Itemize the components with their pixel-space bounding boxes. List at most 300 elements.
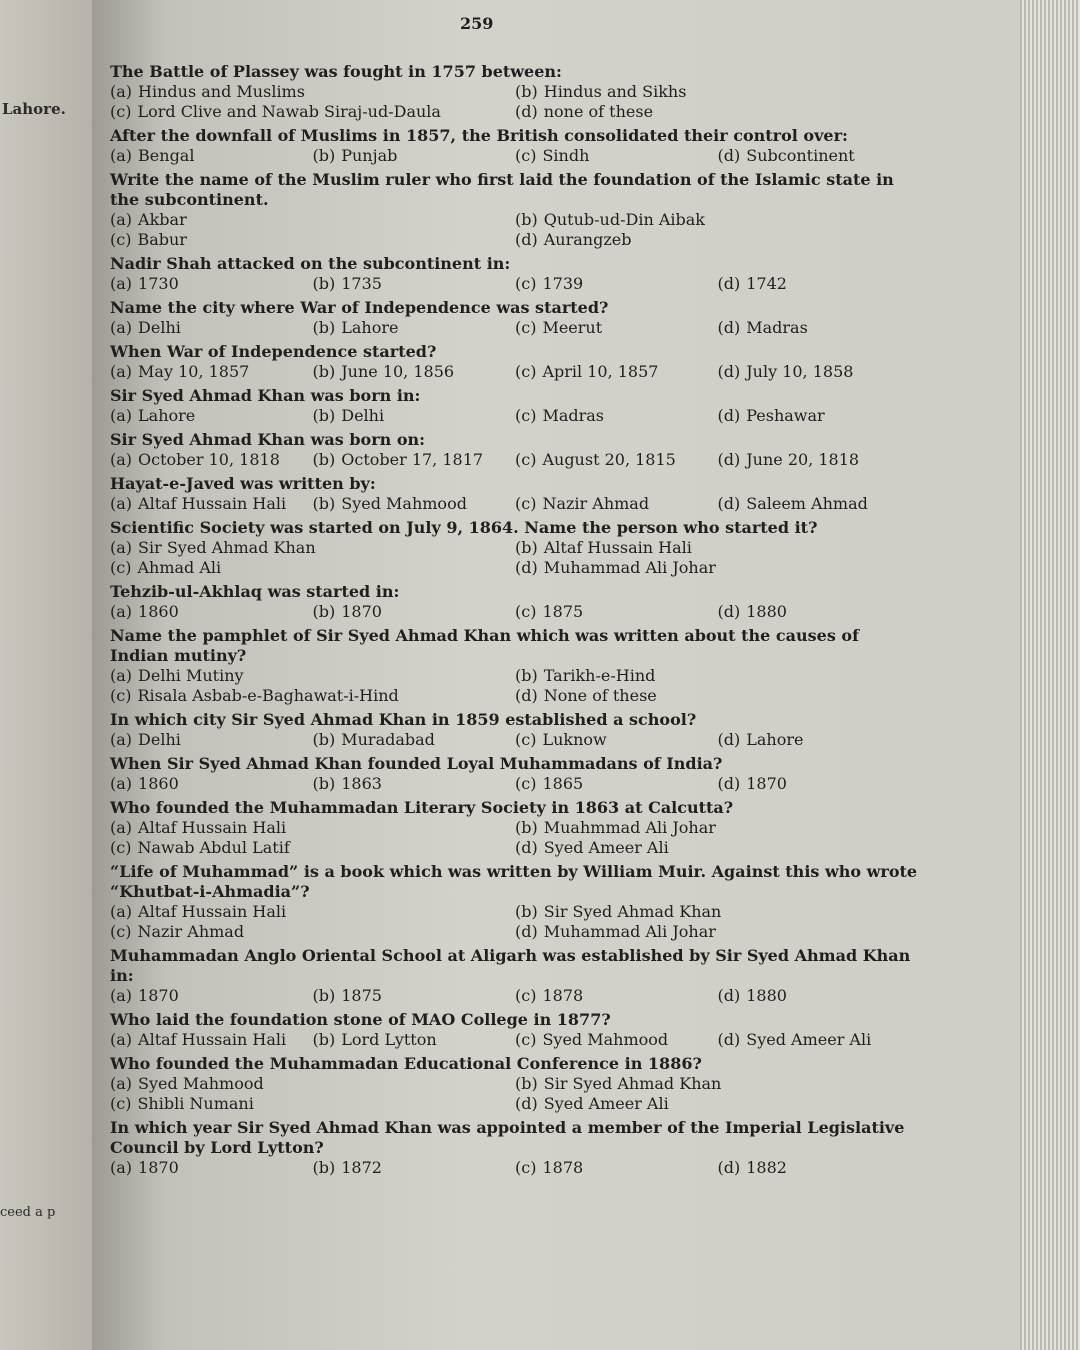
option-letter: (d)	[515, 1094, 538, 1113]
answer-option	[515, 666, 920, 686]
option-letter: (d)	[717, 146, 741, 165]
option-text: Syed Mahmood	[542, 1030, 669, 1049]
option-text: October 17, 1817	[341, 450, 484, 469]
option-letter: (b)	[515, 538, 538, 557]
option-text: Madras	[746, 318, 808, 337]
option-text: Luknow	[542, 730, 607, 749]
option-text: June 20, 1818	[746, 450, 860, 469]
answer-option	[313, 774, 516, 794]
question-text: Hayat-e-Javed was written by:	[110, 474, 376, 493]
option-letter: (a)	[110, 538, 133, 557]
option-letter: (b)	[312, 362, 336, 381]
option-letter: (a)	[110, 1074, 133, 1093]
option-letter: (b)	[312, 318, 336, 337]
answer-option	[110, 102, 515, 122]
option-text: Bengal	[138, 146, 195, 165]
option-letter: (b)	[515, 818, 538, 837]
option-text: Aurangzeb	[543, 230, 632, 249]
option-text: August 20, 1815	[542, 450, 676, 469]
option-text: 1870	[138, 986, 179, 1005]
option-text: 1739	[542, 274, 584, 293]
page-number: 259	[460, 14, 494, 33]
answer-option	[515, 818, 920, 838]
answer-option	[110, 406, 313, 426]
answer-option	[110, 146, 313, 166]
option-text: Delhi	[341, 406, 385, 425]
answer-option	[515, 274, 718, 294]
answer-option	[110, 1074, 515, 1094]
question-item	[110, 862, 920, 942]
option-text: Delhi Mutiny	[138, 666, 244, 685]
answer-option	[515, 146, 718, 166]
option-text: Ahmad Ali	[137, 558, 222, 577]
answer-options	[110, 902, 920, 942]
option-letter: (c)	[110, 838, 132, 857]
option-letter: (d)	[717, 730, 741, 749]
option-text: June 10, 1856	[341, 362, 455, 381]
question-text: In which year Sir Syed Ahmad Khan was appointed a member of the Imperial Legislative Council by Lord Lytton?	[110, 1118, 905, 1157]
option-letter: (a)	[110, 1030, 133, 1049]
option-letter: (a)	[110, 774, 133, 793]
option-text: Sir Syed Ahmad Khan	[543, 902, 722, 921]
question-list	[110, 62, 920, 1332]
answer-options	[110, 986, 920, 1006]
option-text: 1863	[341, 774, 382, 793]
question-text: Sir Syed Ahmad Khan was born in:	[110, 386, 421, 405]
answer-option	[110, 666, 515, 686]
option-letter: (c)	[515, 774, 537, 793]
left-page-word-bottom: ceed a p	[0, 1205, 56, 1220]
answer-option	[110, 774, 313, 794]
answer-option	[718, 1030, 921, 1050]
option-letter: (d)	[717, 774, 741, 793]
option-text: Altaf Hussain Hali	[543, 538, 692, 557]
answer-option	[110, 818, 515, 838]
option-text: Delhi	[138, 318, 181, 337]
answer-option	[110, 986, 313, 1006]
answer-options	[110, 146, 920, 166]
option-letter: (c)	[515, 146, 537, 165]
option-letter: (c)	[515, 450, 537, 469]
question-item	[110, 754, 920, 794]
option-letter: (a)	[110, 274, 133, 293]
option-text: Muradabad	[341, 730, 435, 749]
option-text: Muahmmad Ali Johar	[543, 818, 716, 837]
answer-option	[313, 1158, 516, 1178]
option-letter: (d)	[515, 838, 538, 857]
answer-option	[515, 922, 920, 942]
option-letter: (d)	[717, 274, 741, 293]
option-text: none of these	[543, 102, 654, 121]
question-item	[110, 1054, 920, 1114]
answer-option	[515, 362, 718, 382]
option-letter: (b)	[312, 602, 336, 621]
question-text: When War of Independence started?	[110, 342, 437, 361]
option-text: Subcontinent	[746, 146, 855, 165]
answer-option	[515, 1094, 920, 1114]
option-text: Sir Syed Ahmad Khan	[543, 1074, 722, 1093]
option-letter: (a)	[110, 406, 133, 425]
option-letter: (b)	[312, 450, 336, 469]
question-text: Nadir Shah attacked on the subcontinent in:	[110, 254, 511, 273]
option-text: Syed Mahmood	[341, 494, 467, 513]
answer-option	[313, 730, 516, 750]
answer-option	[515, 102, 920, 122]
question-text: Who founded the Muhammadan Literary Society in 1863 at Calcutta?	[110, 798, 734, 817]
question-item	[110, 582, 920, 622]
option-text: Saleem Ahmad	[746, 494, 868, 513]
option-letter: (a)	[110, 450, 133, 469]
answer-option	[718, 318, 921, 338]
option-text: Lord Clive and Nawab Siraj-ud-Daula	[137, 102, 441, 121]
answer-option	[515, 1158, 718, 1178]
option-text: Madras	[542, 406, 605, 425]
option-letter: (d)	[717, 986, 741, 1005]
option-text: Peshawar	[746, 406, 825, 425]
option-letter: (c)	[110, 922, 132, 941]
answer-option	[718, 146, 921, 166]
option-letter: (a)	[110, 986, 133, 1005]
option-letter: (b)	[515, 82, 538, 101]
option-letter: (c)	[515, 274, 537, 293]
option-text: Syed Ameer Ali	[543, 1094, 669, 1113]
option-letter: (c)	[515, 602, 537, 621]
option-letter: (d)	[515, 558, 538, 577]
option-letter: (d)	[515, 686, 538, 705]
option-text: Nawab Abdul Latif	[137, 838, 290, 857]
answer-option	[313, 406, 516, 426]
question-item	[110, 798, 920, 858]
answer-option	[110, 558, 515, 578]
answer-option	[313, 362, 516, 382]
option-letter: (d)	[717, 362, 741, 381]
option-text: Muhammad Ali Johar	[543, 922, 716, 941]
question-text: Name the pamphlet of Sir Syed Ahmad Khan which was written about the causes of Indian mutiny?	[110, 626, 859, 665]
answer-option	[515, 494, 718, 514]
question-item	[110, 1010, 920, 1050]
question-text: Who laid the foundation stone of MAO College in 1877?	[110, 1010, 611, 1029]
question-text: After the downfall of Muslims in 1857, the British consolidated their control over:	[110, 126, 848, 145]
option-text: 1870	[746, 774, 787, 793]
question-item	[110, 1118, 920, 1178]
option-text: Syed Ameer Ali	[543, 838, 669, 857]
answer-option	[515, 1074, 920, 1094]
option-letter: (d)	[717, 406, 741, 425]
option-letter: (a)	[110, 602, 133, 621]
option-letter: (c)	[515, 494, 537, 513]
option-letter: (c)	[110, 102, 132, 121]
option-letter: (a)	[110, 318, 133, 337]
option-letter: (a)	[110, 210, 133, 229]
option-text: 1870	[138, 1158, 179, 1177]
answer-option	[110, 602, 313, 622]
option-letter: (d)	[717, 450, 741, 469]
answer-options	[110, 274, 920, 294]
option-letter: (b)	[312, 774, 336, 793]
answer-option	[515, 730, 718, 750]
answer-option	[313, 274, 516, 294]
answer-options	[110, 406, 920, 426]
option-letter: (b)	[515, 902, 538, 921]
answer-option	[515, 82, 920, 102]
option-text: Lahore	[138, 406, 196, 425]
left-page-word-top: Lahore.	[2, 100, 66, 118]
question-item	[110, 946, 920, 1006]
question-item	[110, 474, 920, 514]
option-letter: (c)	[515, 1158, 537, 1177]
option-text: May 10, 1857	[138, 362, 250, 381]
answer-options	[110, 730, 920, 750]
option-letter: (b)	[312, 986, 336, 1005]
option-text: Altaf Hussain Hali	[138, 1030, 287, 1049]
option-text: 1875	[341, 986, 382, 1005]
answer-option	[718, 494, 921, 514]
option-text: Lahore	[746, 730, 804, 749]
question-text: Write the name of the Muslim ruler who first laid the foundation of the Islamic state in the subcontinent.	[110, 170, 894, 209]
answer-option	[515, 774, 718, 794]
option-text: 1870	[341, 602, 382, 621]
question-item	[110, 170, 920, 250]
option-letter: (b)	[515, 210, 538, 229]
option-text: Altaf Hussain Hali	[138, 818, 287, 837]
option-letter: (c)	[110, 230, 132, 249]
option-letter: (d)	[717, 1030, 741, 1049]
answer-option	[515, 538, 920, 558]
question-text: “Life of Muhammad” is a book which was written by William Muir. Against this who wrote “Khutbat-i-Ahmadia”?	[110, 862, 918, 901]
answer-option	[515, 450, 718, 470]
option-text: Punjab	[341, 146, 398, 165]
option-letter: (a)	[110, 362, 133, 381]
answer-option	[718, 274, 921, 294]
question-item	[110, 710, 920, 750]
answer-option	[718, 986, 921, 1006]
question-item	[110, 126, 920, 166]
answer-option	[110, 82, 515, 102]
option-letter: (d)	[717, 1158, 741, 1177]
question-item	[110, 386, 920, 426]
question-item	[110, 626, 920, 706]
answer-option	[110, 1094, 515, 1114]
answer-option	[313, 146, 516, 166]
answer-option	[515, 602, 718, 622]
answer-option	[110, 362, 313, 382]
answer-option	[110, 686, 515, 706]
option-letter: (b)	[312, 730, 336, 749]
answer-option	[110, 838, 515, 858]
option-text: Risala Asbab-e-Baghawat-i-Hind	[137, 686, 399, 705]
option-letter: (a)	[110, 818, 133, 837]
option-letter: (d)	[515, 102, 538, 121]
question-item	[110, 62, 920, 122]
option-letter: (c)	[515, 318, 537, 337]
option-text: Muhammad Ali Johar	[543, 558, 716, 577]
option-letter: (c)	[110, 686, 132, 705]
answer-option	[313, 986, 516, 1006]
option-letter: (c)	[515, 362, 537, 381]
option-letter: (c)	[515, 730, 537, 749]
option-letter: (a)	[110, 730, 133, 749]
answer-option	[515, 318, 718, 338]
option-letter: (d)	[515, 230, 538, 249]
option-text: 1730	[138, 274, 179, 293]
answer-option	[718, 1158, 921, 1178]
option-letter: (c)	[515, 986, 537, 1005]
answer-option	[718, 450, 921, 470]
answer-options	[110, 318, 920, 338]
question-item	[110, 430, 920, 470]
option-letter: (c)	[110, 1094, 132, 1113]
answer-options	[110, 494, 920, 514]
option-letter: (b)	[312, 494, 336, 513]
option-text: 1872	[341, 1158, 382, 1177]
question-text: Scientific Society was started on July 9, 1864. Name the person who started it?	[110, 518, 818, 537]
option-letter: (b)	[312, 1030, 336, 1049]
answer-option	[110, 730, 313, 750]
answer-option	[515, 210, 920, 230]
question-item	[110, 298, 920, 338]
option-letter: (c)	[515, 406, 537, 425]
answer-option	[110, 230, 515, 250]
answer-option	[110, 318, 313, 338]
option-text: Delhi	[138, 730, 181, 749]
question-text: Name the city where War of Independence was started?	[110, 298, 609, 317]
option-text: 1882	[746, 1158, 787, 1177]
answer-options	[110, 774, 920, 794]
answer-options	[110, 450, 920, 470]
answer-option	[718, 774, 921, 794]
option-letter: (b)	[312, 406, 336, 425]
option-letter: (a)	[110, 1158, 133, 1177]
option-text: Lord Lytton	[341, 1030, 437, 1049]
answer-option	[110, 210, 515, 230]
option-text: 1878	[542, 1158, 584, 1177]
option-text: Hindus and Sikhs	[543, 82, 687, 101]
option-text: 1742	[746, 274, 787, 293]
option-letter: (c)	[515, 1030, 537, 1049]
answer-option	[718, 730, 921, 750]
option-text: Meerut	[542, 318, 603, 337]
answer-option	[110, 922, 515, 942]
option-text: 1880	[746, 986, 787, 1005]
answer-options	[110, 1074, 920, 1114]
answer-option	[515, 838, 920, 858]
option-text: Hindus and Muslims	[138, 82, 305, 101]
option-text: Shibli Numani	[137, 1094, 254, 1113]
answer-option	[515, 686, 920, 706]
question-text: Muhammadan Anglo Oriental School at Aligarh was established by Sir Syed Ahmad Khan in:	[110, 946, 911, 985]
option-letter: (d)	[717, 602, 741, 621]
answer-options	[110, 1158, 920, 1178]
option-text: Syed Ameer Ali	[746, 1030, 872, 1049]
option-text: 1880	[746, 602, 787, 621]
option-text: 1860	[138, 774, 179, 793]
answer-option	[515, 230, 920, 250]
option-text: Sindh	[542, 146, 590, 165]
option-text: Altaf Hussain Hali	[138, 494, 287, 513]
option-text: 1735	[341, 274, 382, 293]
option-text: April 10, 1857	[542, 362, 659, 381]
answer-option	[110, 538, 515, 558]
book-page-edges	[1020, 0, 1080, 1350]
question-text: When Sir Syed Ahmad Khan founded Loyal Muhammadans of India?	[110, 754, 723, 773]
answer-options	[110, 210, 920, 250]
answer-option	[110, 274, 313, 294]
answer-options	[110, 1030, 920, 1050]
option-text: 1860	[138, 602, 179, 621]
option-text: 1865	[542, 774, 584, 793]
option-letter: (a)	[110, 666, 133, 685]
option-letter: (b)	[312, 274, 336, 293]
answer-option	[313, 602, 516, 622]
question-item	[110, 518, 920, 578]
answer-options	[110, 82, 920, 122]
option-text: Babur	[137, 230, 187, 249]
option-text: Tarikh-e-Hind	[543, 666, 656, 685]
option-text: Syed Mahmood	[138, 1074, 264, 1093]
option-text: Lahore	[341, 318, 399, 337]
answer-option	[718, 602, 921, 622]
answer-option	[515, 406, 718, 426]
answer-option	[515, 986, 718, 1006]
option-letter: (a)	[110, 902, 133, 921]
answer-options	[110, 602, 920, 622]
answer-option	[110, 494, 313, 514]
option-text: 1878	[542, 986, 584, 1005]
answer-option	[110, 1158, 313, 1178]
answer-option	[313, 450, 516, 470]
option-text: 1875	[542, 602, 584, 621]
answer-option	[313, 1030, 516, 1050]
answer-option	[718, 406, 921, 426]
option-letter: (b)	[515, 666, 538, 685]
option-text: Nazir Ahmad	[137, 922, 245, 941]
answer-option	[515, 1030, 718, 1050]
question-item	[110, 254, 920, 294]
question-item	[110, 342, 920, 382]
option-text: Sir Syed Ahmad Khan	[138, 538, 316, 557]
answer-option	[110, 902, 515, 922]
option-text: Qutub-ud-Din Aibak	[543, 210, 705, 229]
answer-options	[110, 538, 920, 578]
option-letter: (a)	[110, 146, 133, 165]
option-letter: (b)	[312, 1158, 336, 1177]
answer-option	[110, 450, 313, 470]
question-text: The Battle of Plassey was fought in 1757 between:	[110, 62, 562, 81]
option-text: October 10, 1818	[138, 450, 280, 469]
option-letter: (a)	[110, 494, 133, 513]
answer-option	[313, 318, 516, 338]
answer-options	[110, 362, 920, 382]
option-text: None of these	[543, 686, 657, 705]
option-text: Akbar	[138, 210, 187, 229]
option-text: July 10, 1858	[746, 362, 854, 381]
option-letter: (a)	[110, 82, 133, 101]
question-text: Tehzib-ul-Akhlaq was started in:	[110, 582, 400, 601]
option-letter: (b)	[312, 146, 336, 165]
answer-options	[110, 818, 920, 858]
option-letter: (d)	[717, 494, 741, 513]
question-text: Who founded the Muhammadan Educational Conference in 1886?	[110, 1054, 702, 1073]
option-letter: (d)	[515, 922, 538, 941]
answer-options	[110, 666, 920, 706]
question-text: In which city Sir Syed Ahmad Khan in 1859 established a school?	[110, 710, 697, 729]
option-letter: (d)	[717, 318, 741, 337]
question-text: Sir Syed Ahmad Khan was born on:	[110, 430, 426, 449]
answer-option	[515, 902, 920, 922]
option-letter: (c)	[110, 558, 132, 577]
option-text: Altaf Hussain Hali	[138, 902, 287, 921]
answer-option	[718, 362, 921, 382]
